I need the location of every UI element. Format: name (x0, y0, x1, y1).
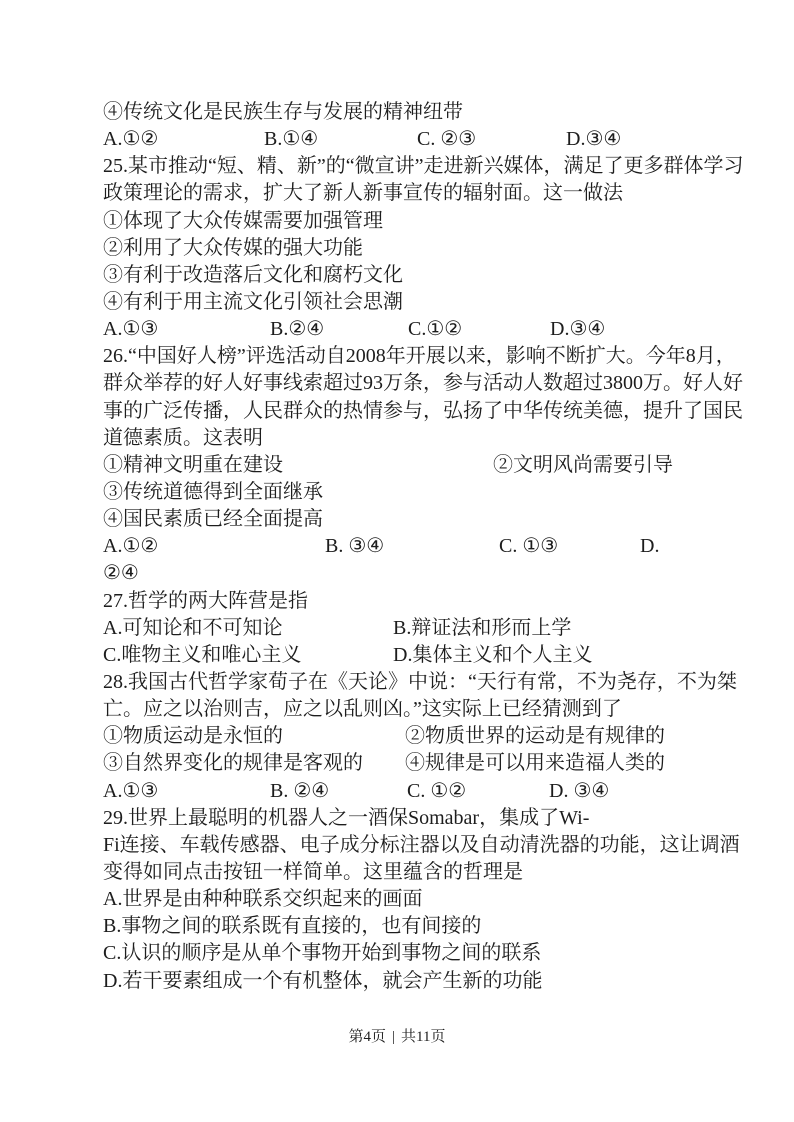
text-segment: B.②④ (270, 318, 325, 341)
text-segment: ④规律是可以用来造福人类的 (405, 752, 665, 775)
text-segment: ③有利于改造落后文化和腐朽文化 (103, 263, 403, 286)
document-body (103, 99, 744, 995)
page-footer (0, 1026, 794, 1048)
text-segment: C. ①② (407, 779, 467, 802)
q26-items-1-2 (103, 452, 723, 479)
q26-stem-3 (103, 398, 743, 425)
q29-choice-d (103, 968, 723, 995)
text-segment: ②物质世界的运动是有规律的 (405, 725, 665, 748)
q26-stem-4 (103, 425, 723, 452)
q26-item4 (103, 506, 723, 533)
text-segment: ②利用了大众传媒的强大功能 (103, 236, 363, 259)
text-segment: B.辩证法和形而上学 (393, 616, 572, 639)
text-segment: ②④ (103, 562, 139, 585)
q28-items-1-2 (103, 723, 723, 750)
q26-item3 (103, 479, 723, 506)
q25-item1 (103, 208, 723, 235)
q25-item2 (103, 235, 723, 262)
q27-stem (103, 588, 723, 615)
text-segment: 事的广泛传播，人民群众的热情参与，弘扬了中华传统美德，提升了国民 (103, 399, 743, 422)
text-segment: ④国民素质已经全面提高 (103, 508, 323, 531)
text-segment: 变得如同点击按钮一样简单。这里蕴含的哲理是 (103, 860, 523, 883)
q29-choice-c (103, 940, 723, 967)
q24-choices (103, 126, 723, 153)
q28-stem-2 (103, 696, 723, 723)
text-segment: A.①③ (103, 318, 159, 341)
text-segment: ④传统文化是民族生存与发展的精神纽带 (103, 101, 463, 123)
text-segment: D.若干要素组成一个有机整体，就会产生新的功能 (103, 969, 543, 992)
text-segment: A.①② (103, 535, 159, 558)
q24-item4 (103, 99, 723, 126)
text-segment: 政策理论的需求，扩大了新人新事宣传的辐射面。这一做法 (103, 182, 623, 205)
text-segment: B.事物之间的联系既有直接的，也有间接的 (103, 915, 482, 938)
q28-choices (103, 778, 723, 805)
text-segment: ②文明风尚需要引导 (493, 453, 673, 476)
text-segment: A.世界是由种种联系交织起来的画面 (103, 888, 423, 911)
text-segment: B.①④ (264, 128, 319, 151)
q25-item4 (103, 289, 723, 316)
text-segment: 29.世界上最聪明的机器人之一酒保Somabar，集成了Wi- (103, 806, 590, 829)
text-segment: 27.哲学的两大阵营是指 (103, 589, 308, 612)
q26-stem-1 (103, 343, 736, 370)
text-segment: ④有利于用主流文化引领社会思潮 (103, 290, 403, 313)
q26-stem-2 (103, 370, 743, 397)
text-segment: C. ②③ (417, 128, 477, 151)
text-segment: C.①② (408, 318, 463, 341)
footer-current-page: 第4页 (348, 1029, 387, 1045)
text-segment: Fi连接、车载传感器、电子成分标注器以及自动清洗器的功能，这让调酒 (103, 833, 740, 856)
text-segment: A.可知论和不可知论 (103, 616, 283, 639)
q27-choices-ab (103, 615, 723, 642)
q29-stem-1 (103, 805, 723, 832)
text-segment: B. ③④ (325, 535, 385, 558)
text-segment: A.①③ (103, 779, 159, 802)
text-segment: ①体现了大众传媒需要加强管理 (103, 209, 383, 232)
text-segment: ③传统道德得到全面继承 (103, 480, 323, 503)
q29-choice-b (103, 913, 723, 940)
footer-total-pages: 共11页 (401, 1029, 446, 1045)
text-segment: B. ②④ (270, 779, 330, 802)
q29-stem-3 (103, 859, 723, 886)
q26-choices-2 (103, 560, 723, 587)
text-segment: C.认识的顺序是从单个事物开始到事物之间的联系 (103, 942, 542, 965)
footer-separator: | (392, 1029, 396, 1045)
q26-choices-1 (103, 533, 723, 560)
text-segment: ①精神文明重在建设 (103, 453, 283, 476)
text-segment: ①物质运动是永恒的 (103, 725, 283, 748)
q25-stem-2 (103, 180, 723, 207)
text-segment: 26.“中国好人榜”评选活动自2008年开展以来，影响不断扩大。今年8月， (103, 345, 736, 368)
q29-choice-a (103, 886, 723, 913)
text-segment: D.③④ (550, 318, 606, 341)
text-segment: A.①② (103, 128, 159, 151)
q25-choices (103, 316, 723, 343)
text-segment: ③自然界变化的规律是客观的 (103, 752, 363, 775)
text-segment: D.③④ (566, 128, 622, 151)
q25-stem-1 (103, 153, 744, 180)
text-segment: D. (640, 535, 660, 558)
text-segment: 28.我国古代哲学家荀子在《天论》中说：“天行有常，不为尧存，不为桀 (103, 670, 737, 693)
text-segment: D. ③④ (549, 779, 610, 802)
text-segment: 25.某市推动“短、精、新”的“微宣讲”走进新兴媒体，满足了更多群体学习 (103, 155, 744, 178)
q28-items-3-4 (103, 750, 723, 777)
text-segment: C.唯物主义和唯心主义 (103, 643, 302, 666)
text-segment: C. ①③ (499, 535, 559, 558)
text-segment: 道德素质。这表明 (103, 426, 263, 449)
text-segment: 群众举荐的好人好事线索超过93万条，参与活动人数超过3800万。好人好 (103, 372, 743, 395)
text-segment: 亡。应之以治则吉，应之以乱则凶。”这实际上已经猜测到了 (103, 698, 622, 721)
q28-stem-1 (103, 669, 737, 696)
q25-item3 (103, 262, 723, 289)
q29-stem-2 (103, 832, 740, 859)
q27-choices-cd (103, 642, 723, 669)
text-segment: D.集体主义和个人主义 (393, 643, 593, 666)
